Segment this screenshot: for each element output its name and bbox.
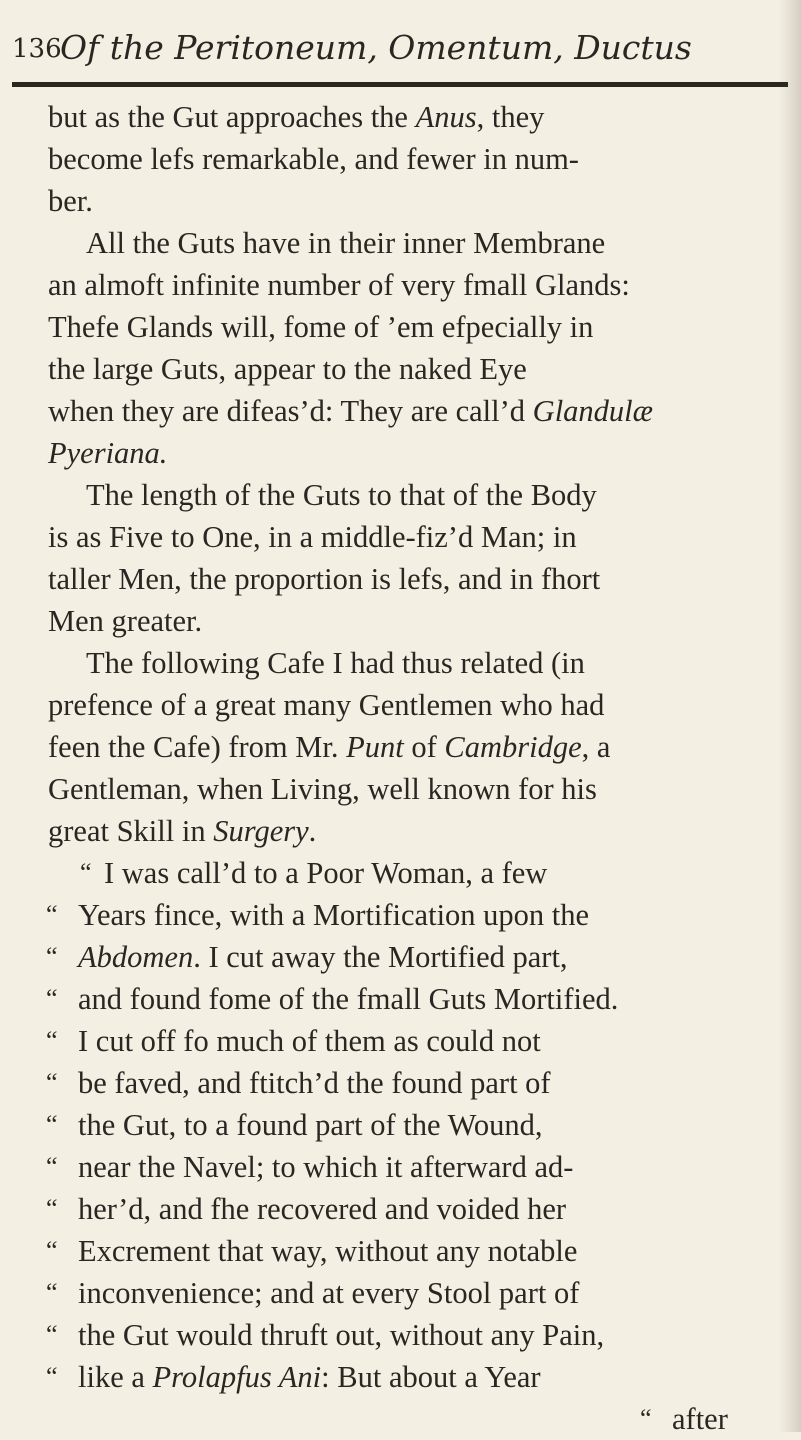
- text-line: become lefs remarkable, and fewer in num-: [48, 142, 579, 176]
- quote-mark: “: [46, 1068, 58, 1097]
- text-line: but as the Gut approaches the Anus, they: [48, 100, 545, 134]
- text-line: feen the Cafe) from Mr. Punt of Cambridge, a: [48, 730, 611, 764]
- quote-mark: “: [46, 1236, 58, 1265]
- text-line: taller Men, the proportion is lefs, and in fhort: [48, 562, 601, 596]
- quote-line: the Gut would thruft out, without any Pain,: [78, 1318, 605, 1352]
- quote-mark: “: [46, 1194, 58, 1223]
- quote-mark: “: [46, 1320, 58, 1349]
- text-line: The following Cafe I had thus related (in: [86, 646, 585, 680]
- text-line: great Skill in Surgery.: [48, 814, 317, 848]
- text-line: the large Guts, appear to the naked Eye: [48, 352, 527, 386]
- quote-line: near the Navel; to which it afterward ad-: [78, 1150, 574, 1184]
- catchword: after: [672, 1402, 728, 1436]
- quote-line: inconvenience; and at every Stool part of: [78, 1276, 580, 1310]
- header-rule: [12, 82, 788, 87]
- quote-line: like a Prolapfus Ani: But about a Year: [78, 1360, 541, 1394]
- page-edge-shadow: [779, 0, 801, 1432]
- page-number: 136: [12, 34, 62, 64]
- quote-line: Excrement that way, without any notable: [78, 1234, 578, 1268]
- quote-mark: “: [46, 1026, 58, 1055]
- quote-line: Abdomen. I cut away the Mortified part,: [78, 940, 568, 974]
- text-line: ber.: [48, 184, 93, 218]
- quote-mark: “: [46, 1362, 58, 1391]
- text-line: Thefe Glands will, fome of ’em efpecially in: [48, 310, 594, 344]
- quote-mark: “: [46, 900, 58, 929]
- text-line: All the Guts have in their inner Membrane: [86, 226, 606, 260]
- page-header: [12, 26, 792, 78]
- quote-mark: “: [46, 1152, 58, 1181]
- text-line: when they are difeas’d: They are call’d Glandulæ: [48, 394, 653, 428]
- quote-line: I was call’d to a Poor Woman, a few: [104, 856, 548, 890]
- quote-mark: “: [80, 858, 92, 887]
- text-line: Men greater.: [48, 604, 203, 638]
- text-line: The length of the Guts to that of the Body: [86, 478, 597, 512]
- quote-mark: “: [640, 1404, 652, 1433]
- text-line: Gentleman, when Living, well known for his: [48, 772, 597, 806]
- text-line: an almoft infinite number of very fmall Glands:: [48, 268, 630, 302]
- quote-line: the Gut, to a found part of the Wound,: [78, 1108, 543, 1142]
- running-head: Of the Peritoneum, Omentum, Ductus: [60, 28, 692, 67]
- quote-mark: “: [46, 1110, 58, 1139]
- text-line: prefence of a great many Gentlemen who had: [48, 688, 605, 722]
- quote-line: Years fince, with a Mortification upon the: [78, 898, 590, 932]
- text-line: is as Five to One, in a middle-fiz’d Man; in: [48, 520, 577, 554]
- quote-line: and found fome of the fmall Guts Mortified.: [78, 982, 619, 1016]
- quote-mark: “: [46, 1278, 58, 1307]
- quote-line: her’d, and fhe recovered and voided her: [78, 1192, 567, 1226]
- quote-mark: “: [46, 942, 58, 971]
- text-line: Pyeriana.: [48, 436, 168, 470]
- quote-mark: “: [46, 984, 58, 1013]
- quote-line: I cut off fo much of them as could not: [78, 1024, 541, 1058]
- quote-line: be faved, and ftitch’d the found part of: [78, 1066, 551, 1100]
